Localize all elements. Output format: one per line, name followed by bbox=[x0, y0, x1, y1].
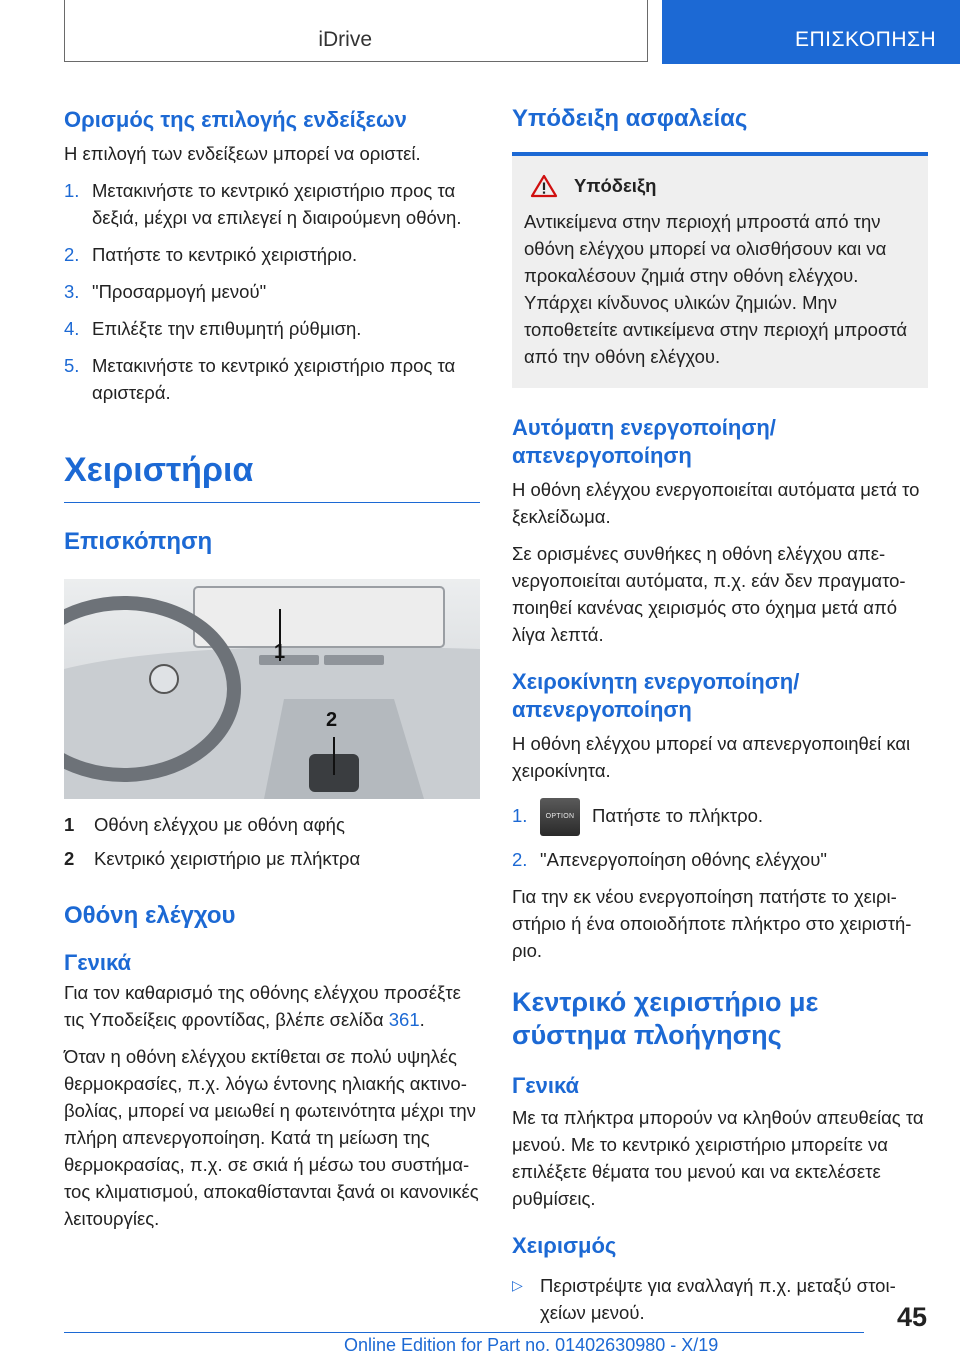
step-number: 3. bbox=[64, 281, 80, 302]
legend-item bbox=[64, 845, 480, 873]
note-header bbox=[524, 174, 914, 198]
header-chapter-tab[interactable]: ΕΠΙΣΚΟΠΗΣΗ bbox=[662, 0, 960, 64]
legend-key: 2 bbox=[64, 848, 75, 869]
step-text: "Απενεργοποίηση οθόνης ελέγχου" bbox=[540, 849, 827, 871]
selection-intro: Η επιλογή των ενδείξεων μπορεί να οριστεί. bbox=[64, 143, 421, 164]
warning-triangle-icon bbox=[530, 174, 558, 198]
general-p1-text: Για τον καθαρισμό της οθόνης ελέγχου προσέξτε τις Υποδείξεις φροντίδας, βλέπε σελίδα bbox=[64, 982, 461, 1030]
legend-key: 1 bbox=[64, 814, 75, 835]
step-number: 2. bbox=[64, 244, 80, 265]
cockpit-illustration bbox=[64, 579, 480, 799]
controls-divider bbox=[64, 502, 480, 503]
page-link-361[interactable]: 361 bbox=[388, 1009, 420, 1030]
overview-heading: Επισκόπηση bbox=[64, 528, 213, 555]
operation-heading: Χειρισμός bbox=[512, 1233, 617, 1259]
header-section: iDrive bbox=[318, 28, 372, 51]
central-general-paragraph: Με τα πλήκτρα μπορούν να κληθούν απευθείας τα μενού. Με το κεντρικό χειριστήριο μπορείτε να επιλέξετε θέματα του μενού και να εκτελέσετε ρυθμίσεις. bbox=[512, 1107, 924, 1210]
list-item bbox=[64, 315, 480, 342]
left-column bbox=[64, 100, 480, 1232]
step-text: Μετακινήστε το κεντρικό χειριστήριο προς τα δεξιά, μέχρι να επιλεγεί η διαιρούμενη οθόνη. bbox=[92, 180, 462, 228]
general-paragraph-2: Όταν η οθόνη ελέγχου εκτίθεται σε πολύ υψηλές θερμοκρασίες, π.χ. λόγω έντονης ηλιακής ακτινοβολίας, μπορεί να μειωθεί η φωτεινότητα μέχρι την πλήρη απενεργοποίηση. Κατά τη μείωση της θερμοκρασίας, π.χ. σε σκιά ή μέσω του συστήματος κλιματισμού, αποκαθίστανται ξανά οι κανονικές λειτουργίες. bbox=[64, 1046, 479, 1229]
safety-heading: Υπόδειξη ασφαλείας bbox=[512, 105, 748, 132]
auto-heading: Αυτόματη ενεργοποίηση/ απενεργοποίηση bbox=[512, 415, 776, 468]
screen-heading: Οθόνη ελέγχου bbox=[64, 902, 236, 929]
step-number: 5. bbox=[64, 355, 80, 376]
central-controller-heading: Κεντρικό χειριστήριο με σύστημα πλοήγησης bbox=[512, 987, 819, 1051]
list-item bbox=[512, 796, 928, 836]
footer-divider bbox=[64, 1332, 864, 1333]
step-number: 1. bbox=[512, 805, 528, 826]
general-p1-end: . bbox=[419, 1009, 425, 1030]
selection-heading: Ορισμός της επιλογής ενδείξεων bbox=[64, 107, 407, 132]
edition-info: Online Edition for Part no. 01402630980 - X/19 bbox=[344, 1335, 719, 1355]
cockpit-drawing bbox=[64, 579, 480, 799]
list-item bbox=[512, 846, 928, 873]
note-text: Αντικείμενα στην περιοχή μπροστά από την οθόνη ελέγχου μπορεί να ολισθήσουν και να προκαλέσουν ζημιά στην οθόνη ελέγχου. Υπάρχει κίνδυνος υλικών ζημιών. Μην τοποθετείτε αντικείμενα στην περιοχή μπροστά από την οθόνη ελέγχου. bbox=[524, 211, 908, 367]
manual-paragraph-1: Η οθόνη ελέγχου μπορεί να απενεργοποιηθεί και χειροκίνητα. bbox=[512, 733, 911, 781]
legend-item bbox=[64, 811, 480, 839]
general-heading: Γενικά bbox=[64, 950, 132, 975]
step-number: 4. bbox=[64, 318, 80, 339]
selection-steps bbox=[64, 177, 480, 406]
page-number: 45 bbox=[896, 1302, 927, 1332]
callout-1: 1 bbox=[274, 641, 286, 663]
operation-bullet bbox=[512, 1272, 928, 1326]
right-column bbox=[512, 100, 928, 1326]
controls-heading: Χειριστήρια bbox=[64, 451, 254, 489]
auto-paragraph-2: Σε ορισμένες συνθήκες η οθόνη ελέγχου απενεργοποιείται αυτόματα, π.χ. εάν δεν πραγματοποιηθεί κανένας χειρισμός στο όχημα μετά από λίγα λεπτά. bbox=[512, 543, 906, 645]
central-general-heading: Γενικά bbox=[512, 1073, 580, 1099]
auto-paragraph-1: Η οθόνη ελέγχου ενεργοποιείται αυτόματα μετά το ξεκλείδωμα. bbox=[512, 479, 920, 527]
note-title: Υπόδειξη bbox=[574, 175, 657, 196]
general-paragraph-1 bbox=[64, 979, 480, 1033]
step-number: 2. bbox=[512, 849, 528, 871]
manual-paragraph-2: Για την εκ νέου ενεργοποίηση πατήστε το χειριστήριο ή ένα οποιοδήποτε πλήκτρο στο χειριστήριο. bbox=[512, 886, 912, 962]
step-number: 1. bbox=[64, 180, 80, 201]
option-button-icon[interactable]: OPTION bbox=[540, 798, 580, 836]
list-item bbox=[64, 352, 480, 406]
legend-text: Οθόνη ελέγχου με οθόνη αφής bbox=[94, 814, 345, 835]
manual-heading: Χειροκίνητη ενεργοποίηση/ απενεργοποίηση bbox=[512, 669, 800, 722]
list-item bbox=[64, 278, 480, 305]
step-text: Επιλέξτε την επιθυμητή ρύθμιση. bbox=[92, 318, 362, 339]
step-text: Πατήστε το κεντρικό χειριστήριο. bbox=[92, 244, 358, 265]
step-text: "Προσαρμογή μενού" bbox=[92, 281, 267, 302]
figure-legend bbox=[64, 811, 480, 873]
legend-text: Κεντρικό χειριστήριο με πλήκτρα bbox=[94, 848, 361, 869]
list-item bbox=[64, 241, 480, 268]
triangle-right-icon: ▷ bbox=[512, 1277, 523, 1294]
manual-steps bbox=[512, 796, 928, 873]
operation-bullet-text: Περιστρέψτε για εναλλαγή π.χ. μεταξύ στοιχείων μενού. bbox=[540, 1275, 896, 1324]
safety-note-box bbox=[512, 152, 928, 388]
step-text: Μετακινήστε το κεντρικό χειριστήριο προς τα αριστερά. bbox=[92, 355, 456, 403]
list-item bbox=[64, 177, 480, 231]
callout-2: 2 bbox=[326, 709, 338, 731]
step-text: Πατήστε το πλήκτρο. bbox=[592, 805, 764, 826]
